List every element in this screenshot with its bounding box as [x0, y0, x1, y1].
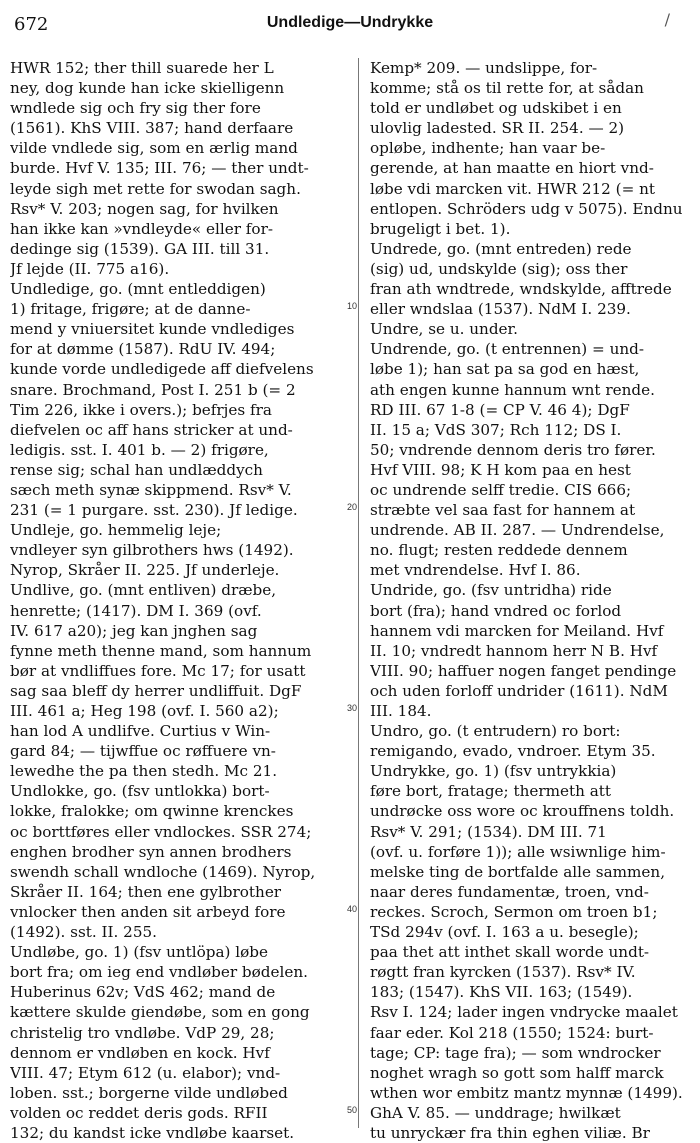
- text-line: IV. 617 a20); jeg kan jnghen sag: [10, 621, 258, 640]
- text-line: VIII. 47; Etym 612 (u. elabor); vnd-: [10, 1063, 281, 1082]
- text-line: enghen brodher syn annen brodhers: [10, 842, 292, 861]
- text-line: Undride, go. (fsv untridha) ride: [370, 581, 612, 600]
- text-line: (ovf. u. forføre 1)); alle wsiwnlige him-: [370, 842, 666, 861]
- text-line: wndlede sig och fry sig ther fore: [10, 99, 261, 118]
- text-line: bør at vndliffues fore. Mc 17; for usatt: [10, 661, 306, 680]
- text-line: for at dømme (1587). RdU IV. 494;: [10, 340, 276, 359]
- text-line: leyde sigh met rette for swodan sagh.: [10, 179, 301, 198]
- text-line: Jf lejde (II. 775 a16).: [10, 259, 170, 278]
- text-line: naar deres fundamentæ, troen, vnd-: [370, 882, 649, 901]
- text-line: ney, dog kunde han icke skielligenn: [10, 79, 285, 98]
- text-line: III. 184.: [370, 702, 432, 720]
- text-line: kunde vorde undledigede aff diefvelens: [10, 360, 314, 379]
- text-line: Undrende, go. (t entrennen) = und-: [370, 340, 644, 359]
- scan-mark: /: [664, 10, 670, 29]
- text-line: gerende, at han maatte en hiort vnd-: [370, 159, 654, 178]
- text-line: brugeligt i bet. 1).: [370, 219, 511, 238]
- text-line: vndleyer syn gilbrothers hws (1492).: [10, 541, 294, 560]
- running-head: Undledige—Undrykke: [266, 14, 434, 31]
- text-line: oc borttføres eller vndlockes. SSR 274;: [10, 822, 312, 841]
- text-line: paa thet att inthet skall worde undt-: [370, 943, 650, 962]
- text-line: HWR 152; ther thill suarede her L: [10, 59, 274, 77]
- margin-line-number: 50: [347, 1105, 358, 1115]
- text-line: røgtt fran kyrcken (1537). Rsv* IV.: [370, 963, 636, 982]
- right-column: [370, 58, 696, 1143]
- text-line: 50; vndrende dennom deris tro fører.: [370, 440, 656, 459]
- text-line: 1) fritage, frigøre; at de danne-: [10, 300, 251, 319]
- text-line: opløbe, indhente; han vaar be-: [370, 139, 606, 158]
- text-line: undrende. AB II. 287. — Undrendelse,: [370, 521, 665, 540]
- text-line: lewedhe the pa then stedh. Mc 21.: [10, 762, 278, 781]
- text-line: Undlive, go. (mnt entliven) dræbe,: [10, 581, 277, 600]
- text-line: løbe 1); han sat pa sa god en hæst,: [370, 360, 640, 379]
- text-line: II. 15 a; VdS 307; Rch 112; DS I.: [370, 420, 622, 439]
- text-line: remigando, evado, vndroer. Etym 35.: [370, 742, 656, 761]
- text-line: Tim 226, ikke i overs.); befrjes fra: [10, 400, 272, 419]
- text-line: burde. Hvf V. 135; III. 76; — ther undt-: [10, 159, 309, 178]
- text-line: rense sig; schal han undlæddych: [10, 460, 263, 479]
- text-line: Kemp* 209. — undslippe, for-: [370, 59, 598, 77]
- column-divider: [358, 58, 359, 1128]
- text-line: faar eder. Kol 218 (1550; 1524: burt-: [370, 1023, 654, 1042]
- text-line: (sig) ud, undskylde (sig); oss ther: [370, 259, 628, 278]
- text-line: TSd 294v (ovf. I. 163 a u. besegle);: [370, 923, 639, 942]
- text-line: snare. Brochmand, Post I. 251 b (= 2: [10, 380, 296, 399]
- text-line: 231 (= 1 purgare. sst. 230). Jf ledige.: [10, 501, 298, 520]
- text-line: tu unryckær fra thin eghen viliæ. Br: [370, 1123, 650, 1142]
- text-line: Rsv* V. 291; (1534). DM III. 71: [370, 822, 607, 841]
- text-line: Undleje, go. hemmelig leje;: [10, 521, 222, 540]
- text-line: dennom er vndløben en kock. Hvf: [10, 1043, 270, 1062]
- text-line: loben. sst.; borgerne vilde undløbed: [10, 1083, 288, 1102]
- text-line: Rsv I. 124; lader ingen vndrycke maalet: [370, 1003, 678, 1022]
- text-line: Undre, se u. under.: [370, 320, 518, 339]
- text-line: hannem vdi marcken for Meiland. Hvf: [370, 621, 664, 640]
- text-line: volden oc reddet deris gods. RFII: [10, 1103, 268, 1122]
- text-line: han lod A undlifve. Curtius v Win-: [10, 722, 271, 741]
- text-line: entlopen. Schröders udg v 5075). Endnu: [370, 199, 683, 218]
- text-line: eller wndslaa (1537). NdM I. 239.: [370, 300, 631, 319]
- text-line: sag saa bleff dy herrer undliffuit. DgF: [10, 681, 302, 700]
- text-line: bort (fra); hand vndred oc forlod: [370, 601, 622, 620]
- text-line: 183; (1547). KhS VII. 163; (1549).: [370, 983, 633, 1002]
- page-header: [8, 6, 692, 36]
- text-line: reckes. Scroch, Sermon om troen b1;: [370, 902, 658, 921]
- text-line: han ikke kan »vndleyde« eller for-: [10, 219, 273, 238]
- text-line: Skråer II. 164; then ene gylbrother: [10, 882, 282, 901]
- text-line: bort fra; om ieg end vndløber bødelen.: [10, 963, 308, 982]
- text-line: mend y vniuersitet kunde vndlediges: [10, 320, 295, 339]
- text-line: henrette; (1417). DM I. 369 (ovf.: [10, 601, 262, 620]
- text-line: christelig tro vndløbe. VdP 29, 28;: [10, 1023, 275, 1042]
- page-number: 672: [14, 14, 49, 35]
- text-line: (1561). KhS VIII. 387; hand derfaare: [10, 119, 294, 138]
- text-line: Huberinus 62v; VdS 462; mand de: [10, 983, 276, 1002]
- text-line: vilde vndlede sig, som en ærlig mand: [10, 139, 298, 158]
- text-line: komme; stå os til rette for, at sådan: [370, 79, 644, 98]
- text-line: told er undløbet og udskibet i en: [370, 99, 622, 118]
- text-line: noghet wragh so gott som halff marck: [370, 1063, 664, 1082]
- text-line: RD III. 67 1-8 (= CP V. 46 4); DgF: [370, 400, 630, 419]
- text-line: ledigis. sst. I. 401 b. — 2) frigøre,: [10, 440, 269, 459]
- text-line: swendh schall wndloche (1469). Nyrop,: [10, 862, 316, 881]
- text-line: sæch meth synæ skippmend. Rsv* V.: [10, 480, 292, 499]
- left-column: [10, 58, 336, 1143]
- text-line: ulovlig ladested. SR II. 254. — 2): [370, 119, 625, 138]
- text-line: diefvelen oc aff hans stricker at und-: [10, 420, 293, 439]
- text-line: Hvf VIII. 98; K H kom paa en hest: [370, 460, 631, 479]
- margin-line-number: 30: [347, 703, 358, 713]
- text-line: løbe vdi marcken vit. HWR 212 (= nt: [370, 179, 656, 198]
- margin-line-number: 20: [347, 502, 358, 512]
- text-line: føre bort, fratage; thermeth att: [370, 782, 611, 801]
- text-line: lokke, fralokke; om qwinne krenckes: [10, 802, 294, 821]
- text-line: III. 461 a; Heg 198 (ovf. I. 560 a2);: [10, 702, 279, 720]
- text-line: VIII. 90; haffuer nogen fanget pendinge: [370, 661, 677, 680]
- text-line: met vndrendelse. Hvf I. 86.: [370, 561, 581, 580]
- text-line: Undledige, go. (mnt entleddigen): [10, 280, 266, 299]
- margin-line-number: 40: [347, 904, 358, 914]
- text-line: kættere skulde giendøbe, som en gong: [10, 1003, 310, 1022]
- text-line: Undlokke, go. (fsv untlokka) bort-: [10, 782, 270, 801]
- text-line: 132; du kandst icke vndløbe kaarset.: [10, 1123, 295, 1142]
- text-line: och uden forloff undrider (1611). NdM: [370, 681, 668, 700]
- text-line: fran ath wndtrede, wndskylde, afftrede: [370, 280, 672, 299]
- text-line: Undro, go. (t entrudern) ro bort:: [370, 722, 621, 741]
- text-line: (1492). sst. II. 255.: [10, 923, 157, 942]
- text-line: melske ting de bortfalde alle sammen,: [370, 862, 666, 881]
- text-line: wthen wor embitz mantz mynnæ (1499).: [370, 1083, 683, 1102]
- text-line: gard 84; — tijwffue oc røffuere vn-: [10, 742, 276, 761]
- text-line: fynne meth thenne mand, som hannum: [10, 641, 312, 660]
- text-line: ath engen kunne hannum wnt rende.: [370, 380, 655, 399]
- text-line: stræbte vel saa fast for hannem at: [370, 501, 636, 520]
- text-line: vnlocker then anden sit arbeyd fore: [10, 902, 286, 921]
- text-line: dedinge sig (1539). GA III. till 31.: [10, 239, 270, 258]
- text-line: undrøcke oss wore oc krouffnens toldh.: [370, 802, 675, 821]
- margin-line-number: 10: [347, 301, 358, 311]
- text-line: Undløbe, go. 1) (fsv untlöpa) løbe: [10, 943, 268, 962]
- text-line: Rsv* V. 203; nogen sag, for hvilken: [10, 199, 279, 218]
- text-line: Undrede, go. (mnt entreden) rede: [370, 239, 632, 258]
- text-line: GhA V. 85. — unddrage; hwilkæt: [370, 1103, 621, 1122]
- text-line: no. flugt; resten reddede dennem: [370, 541, 628, 560]
- text-line: oc undrende selff tredie. CIS 666;: [370, 480, 632, 499]
- text-line: Undrykke, go. 1) (fsv untrykkia): [370, 762, 617, 781]
- text-line: tage; CP: tage fra); — som wndrocker: [370, 1043, 661, 1062]
- text-line: Nyrop, Skråer II. 225. Jf underleje.: [10, 561, 280, 580]
- text-line: II. 10; vndredt hannom herr N B. Hvf: [370, 641, 658, 660]
